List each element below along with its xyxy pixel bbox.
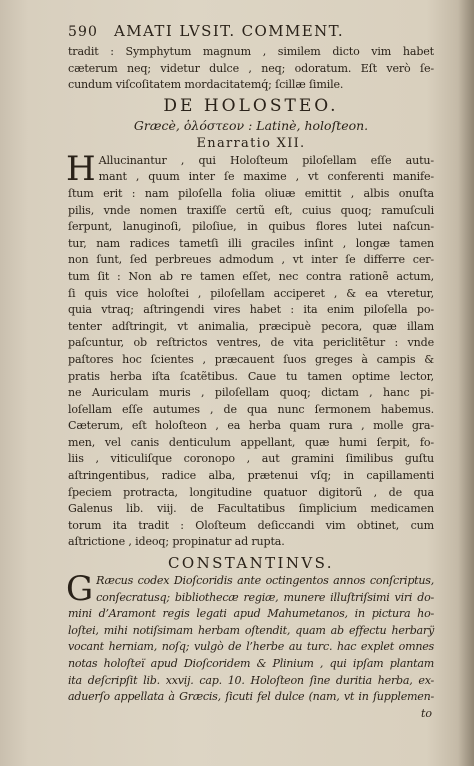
enarratio-paragraph — [66, 148, 434, 551]
text-line: ne Auriculam muris , piloſellam quoq; dictam , hanc pi- — [68, 386, 434, 400]
text-line: ſpeciem protracta, longitudine quatuor digitorũ , de qua — [68, 485, 434, 499]
text-line: mant , quum inter ſe maxime , vt conferenti manife- — [98, 170, 434, 184]
section-title: CONSTANTINVS. — [168, 554, 334, 573]
text-line: mini d’Aramont regis legati apud Mahumetanos, in pictura ho- — [68, 607, 434, 621]
running-head: AMATI LVSIT. COMMENT. — [114, 22, 345, 40]
text-line: aſtringentibus, radice alba, prætenui vſq; in capillamenti — [68, 469, 434, 483]
text-line: non ſunt, ſed perbreues admodum , vt inter ſe differre cer- — [68, 253, 434, 267]
text-line: Ræcus codex Dioſcoridis ante octingentos annos conſcriptus, — [96, 574, 434, 588]
chapter-title: DE HOLOSTEO. — [163, 95, 339, 116]
drop-cap: G — [66, 569, 94, 610]
text-line: Allucinantur , qui Holoſteum piloſellam eſſe autu- — [98, 153, 434, 167]
text-line: notas holoſteï apud Dioſcoridem & Plinium , qui ipſam plantam — [68, 657, 434, 670]
text-line: men, vel canis denticulum appellant, quæ humi ſerpit, fo- — [68, 435, 434, 449]
text-line: tradit : Symphytum magnum , similem dicto vim habet — [68, 45, 434, 58]
text-line: torum ita tradit : Oloſteum deſiccandi vim obtinet, cum — [68, 518, 434, 532]
text-line: ita deſcripſit lib. xxvij. cap. 10. Holoſteon ſine duritia herba, ex- — [68, 673, 434, 687]
page-number: 590 — [68, 24, 99, 40]
text-line: pilis, vnde nomen traxiſſe certũ eſt, cuius quoq; ramuſculi — [68, 203, 434, 217]
page-text-block — [68, 22, 434, 722]
text-line: aſtrictione , ideoq; propinatur ad rupta. — [68, 535, 285, 549]
page-header — [68, 22, 434, 44]
constantinus-paragraph — [66, 569, 434, 722]
text-line: ſerpunt, lanuginoſi, piloſiue, in quibus flores lutei naſcun- — [68, 220, 434, 234]
text-line: liis , viticuliſque coronopo , aut gramini ſimilibus guſtu — [68, 452, 434, 466]
chapter-subtitle: Græcè, ὁλόστεον : Latinè, holoſteon. — [133, 117, 369, 133]
text-line: ſi quis vice holoſtei , piloſellam acciperet , & ea vteretur, — [68, 286, 434, 300]
text-line: Cæterum, eſt holoſteon , ea herba quam rura , molle gra- — [68, 419, 434, 433]
intro-paragraph — [68, 44, 434, 94]
text-line: ſtum erit : nam piloſella folia oliuæ emittit , albis onuſta — [68, 186, 434, 200]
enarratio-heading: Enarratio XII. — [196, 135, 306, 151]
text-line: paſcuntur, ob reſtrictos ventres, de vita periclitẽtur : vnde — [68, 336, 434, 350]
text-line: paſtores hoc ſcientes , præcauent ſuos greges à campis & — [68, 352, 434, 366]
text-line: tur, nam radices tametſi illi graciles inſint , longæ tamen — [68, 236, 434, 250]
text-line: Galenus lib. viij. de Facultatibus ſimplicium medicamen — [68, 502, 434, 516]
text-line: conſecratusq; bibliothecæ regiæ, munere illuſtriſsimi viri do- — [96, 590, 434, 604]
text-line: aduerſo appellata à Græcis, ſicuti fel dulce (nam, vt in ſupplemen- — [68, 690, 434, 704]
catchword: to — [420, 706, 432, 720]
text-line: quia vtraq; aſtringendi vires habet : ita enim piloſella po- — [68, 303, 434, 317]
text-line: pratis herba iſta ſcatẽtibus. Caue tu tamen optime lector, — [68, 369, 434, 383]
drop-cap: H — [66, 148, 96, 189]
text-line: cæterum neq; videtur dulce , neq; odoratum. Eſt verò ſe- — [68, 61, 434, 75]
text-line: tenter adſtringit, vt animalia, præcipuè pecora, quæ illam — [68, 319, 434, 333]
text-line: cundum viſcoſitatem mordacitatemq́; ſcillæ ſimile. — [68, 78, 344, 92]
page-edge-shadow — [458, 0, 474, 766]
text-line: tum ſit : Non ab re tamen eſſet, nec contra rationẽ actum, — [68, 269, 434, 283]
text-line: loſtei, mihi notiſsimam herbam oſtendit, quam ab effectu herbarÿ — [68, 623, 434, 637]
text-line: vocant herniam, noſq; vulgò de l’herbe au turc. hac explet omnes — [68, 640, 434, 654]
text-line: loſellam eſſe autumes , de qua nunc ſermonem habemus. — [68, 402, 434, 416]
